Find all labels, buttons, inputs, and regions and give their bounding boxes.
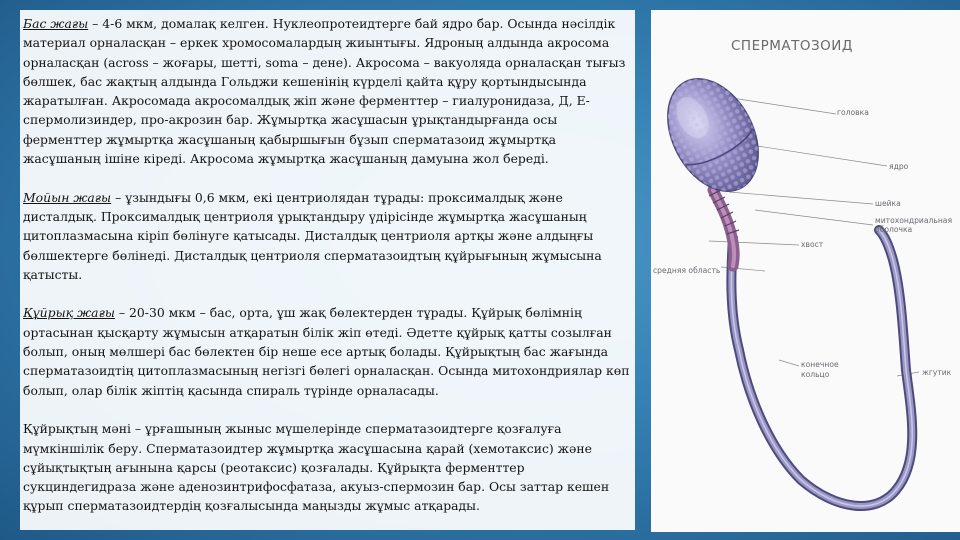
- term-head: Бас жағы: [23, 16, 89, 31]
- label-mito-1: митохондриальная: [875, 216, 953, 225]
- sperm-head: [651, 63, 776, 207]
- term-tail: Құйрық жағы: [23, 305, 115, 321]
- label-zhgutik: жгутик: [922, 368, 952, 377]
- label-yadro: ядро: [889, 162, 909, 171]
- paragraph-tail-function: [23, 419, 631, 515]
- label-golovka: головка: [837, 108, 869, 117]
- paragraph-tail-body: – 20-30 мкм – бас, орта, ұш жақ бөлектерден тұрады. Құйрық бөлімнің ортасынан қысқарту жұмысын атқаратын білік жіп өтеді. Әдетте құйрық қатты созылған болып, оның мөлшері бас бөлектен бір неше есе артық болады. Құйрықтың бас жағында сперматазоидтің цитоплазмасының негізгі бөлегі орналасқан. Осында митохондриялар көп болып, олар білік жіптің қасында спираль түрінде орналасады.: [23, 305, 630, 398]
- term-neck: Мойын жағы: [23, 189, 112, 205]
- figure-panel: [651, 10, 960, 532]
- figure-title: СПЕРМАТОЗОИД: [731, 38, 853, 54]
- text-content: [23, 14, 631, 535]
- label-konechnoe-1: конечное: [801, 360, 839, 369]
- paragraph-neck: [23, 188, 631, 284]
- label-konechnoe-2: кольцо: [801, 370, 830, 379]
- paragraph-tail-function-body: Құйрықтың мәні – ұрғашының жыныс мүшелерінде сперматазоидтерге қозғалуға мүмкіншілік беру. Сперматазоидтер жұмыртқа жасұшасына қарай (хемотаксис) және сұйықтықтың ағынына қарсы (реотаксис) қозғалады. Құйрықта ферменттер сукциндегидраза және аденозинтрифосфатаза, акуыз-спермозин бар. Осы заттар кешен құрып сперматазоидтердің қозғалысында маңызды жұмыс атқарады.: [23, 421, 610, 514]
- paragraph-head: [23, 14, 631, 168]
- label-srednyaya: средняя область: [653, 266, 721, 275]
- paragraph-head-body: – 4-6 мкм, домалақ келген. Нуклеопротеидтерге бай ядро бар. Осында нәсілдік материал орналасқан – еркек хромосомалардың жиынтығы. Ядроның алдында акросома орналасқан (across – жоғары, шетті, soma – дене). Акросома – вакуолядa орналасқан тығыз бөлшек, бас жақтың алдында Гольджи кешенінің күрделі қайта құру қортындысында жаратылған. Акросомада акросомалдық жіп және ферменттер – гиалуронидаза, Д, Е-спермолизиндер, про-акрозин бар. Жұмыртқа жасұшасын ұрықтандырғанда осы ферменттер жұмыртқа жасұшаның қабыршығын бұзып сперматазоид жұмыртқа жасұшаның ішіне кіреді. Акросома жұмыртқа жасұшаның дамуына жол береді.: [23, 16, 626, 167]
- paragraph-neck-body: – ұзындығы 0,6 мкм, екі центриолядан тұрады: проксималдық және дисталдық. Проксималдық центриоля ұрықтандыру үдірісінде жұмыртқа жасұшаның цитоплазмасына кіріп бөлінуге қатысады. Дисталдық центриоля артқы және алдыңғы бөлшектерге бөлінеді. Дисталдық центриоля сперматазоидтың құйрығының жұмысына қатысты.: [23, 189, 602, 282]
- paragraph-tail: [23, 303, 631, 399]
- label-mito-2: оболочка: [875, 225, 913, 234]
- label-hvost: хвост: [801, 240, 824, 249]
- label-sheika: шейка: [875, 199, 901, 208]
